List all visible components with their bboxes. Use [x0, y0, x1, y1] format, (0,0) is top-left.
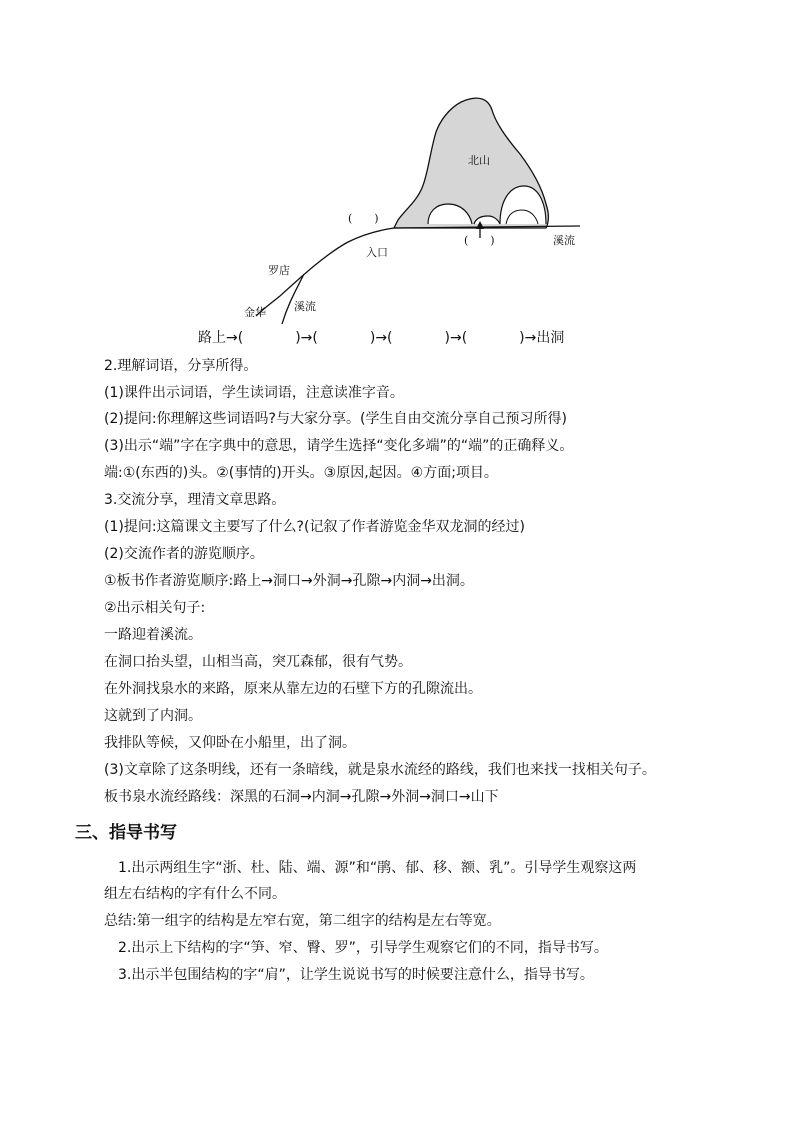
section-text-line: 3.出示半包围结构的字“肩”，让学生说说书写的时候要注意什么，指导书写。 — [118, 967, 594, 983]
text-line: 在外洞找泉水的来路，原来从靠左边的石壁下方的孔隙流出。 — [104, 681, 482, 697]
mountain-label: 北山 — [468, 154, 490, 167]
blank-bottom: ( ) — [464, 234, 495, 247]
route-start: 路上→( — [198, 330, 244, 346]
text-line: 我排队等候，又仰卧在小船里，出了洞。 — [104, 735, 356, 751]
blank-left: ( ) — [348, 212, 379, 225]
section-heading: 三、指导书写 — [75, 823, 177, 843]
text-line: (2)交流作者的游览顺序。 — [104, 546, 264, 562]
stream-left-label: 溪流 — [294, 300, 316, 313]
entrance-label: 入口 — [366, 246, 388, 259]
text-line: (1)提问:这篇课文主要写了什么?(记叙了作者游览金华双龙洞的经过) — [104, 519, 525, 535]
text-line: ②出示相关句子: — [104, 600, 206, 616]
luodian-label: 罗店 — [268, 264, 290, 277]
route-fill-blank — [198, 328, 618, 348]
section-text-line: 总结:第一组字的结构是左窄右宽，第二组字的结构是左右等宽。 — [104, 913, 501, 929]
text-line: 在洞口抬头望，山相当高，突兀森郁，很有气势。 — [104, 654, 412, 670]
text-line: 这就到了内洞。 — [104, 708, 202, 724]
route-sep-2: )→( — [369, 330, 393, 346]
stream-branch — [282, 274, 304, 324]
jinhua-label: 金华 — [244, 306, 266, 319]
section-text-line: 组左右结构的字有什么不同。 — [104, 886, 286, 902]
text-line: 2.理解词语，分享所得。 — [104, 358, 258, 374]
text-line: 端:①(东西的)头。②(事情的)开头。③原因,起因。④方面;项目。 — [104, 465, 498, 481]
route-sep-1: )→( — [295, 330, 318, 346]
section-text-line: 2.出示上下结构的字“笋、窄、臀、罗”，引导学生观察它们的不同，指导书写。 — [118, 940, 608, 956]
text-line: 一路迎着溪流。 — [104, 627, 202, 643]
mountain-diagram-svg — [230, 92, 600, 332]
text-line: ①板书作者游览顺序:路上→洞口→外洞→孔隙→内洞→出洞。 — [104, 573, 474, 589]
text-line: (3)出示“端”字在字典中的意思，请学生选择“变化多端”的“端”的正确释义。 — [104, 438, 574, 454]
text-line: (3)文章除了这条明线，还有一条暗线，就是泉水流经的路线，我们也来找一找相关句子。 — [104, 762, 656, 778]
text-line: (1)课件出示词语，学生读词语，注意读准字音。 — [104, 385, 404, 401]
text-line: (2)提问:你理解这些词语吗?与大家分享。(学生自由交流分享自己预习所得) — [104, 411, 567, 427]
text-line: 板书泉水流经路线：深黑的石洞→内洞→孔隙→外洞→洞口→山下 — [104, 789, 499, 805]
cave-route-diagram — [230, 92, 600, 332]
text-line: 3.交流分享，理清文章思路。 — [104, 492, 286, 508]
route-sep-3: )→( — [444, 330, 468, 346]
stream-right-label: 溪流 — [553, 234, 575, 247]
route-end: )→出洞 — [519, 330, 565, 346]
section-text-line: 1.出示两组生字“浙、杜、陆、端、源”和“鹃、郁、移、额、乳”。引导学生观察这两 — [118, 860, 637, 876]
